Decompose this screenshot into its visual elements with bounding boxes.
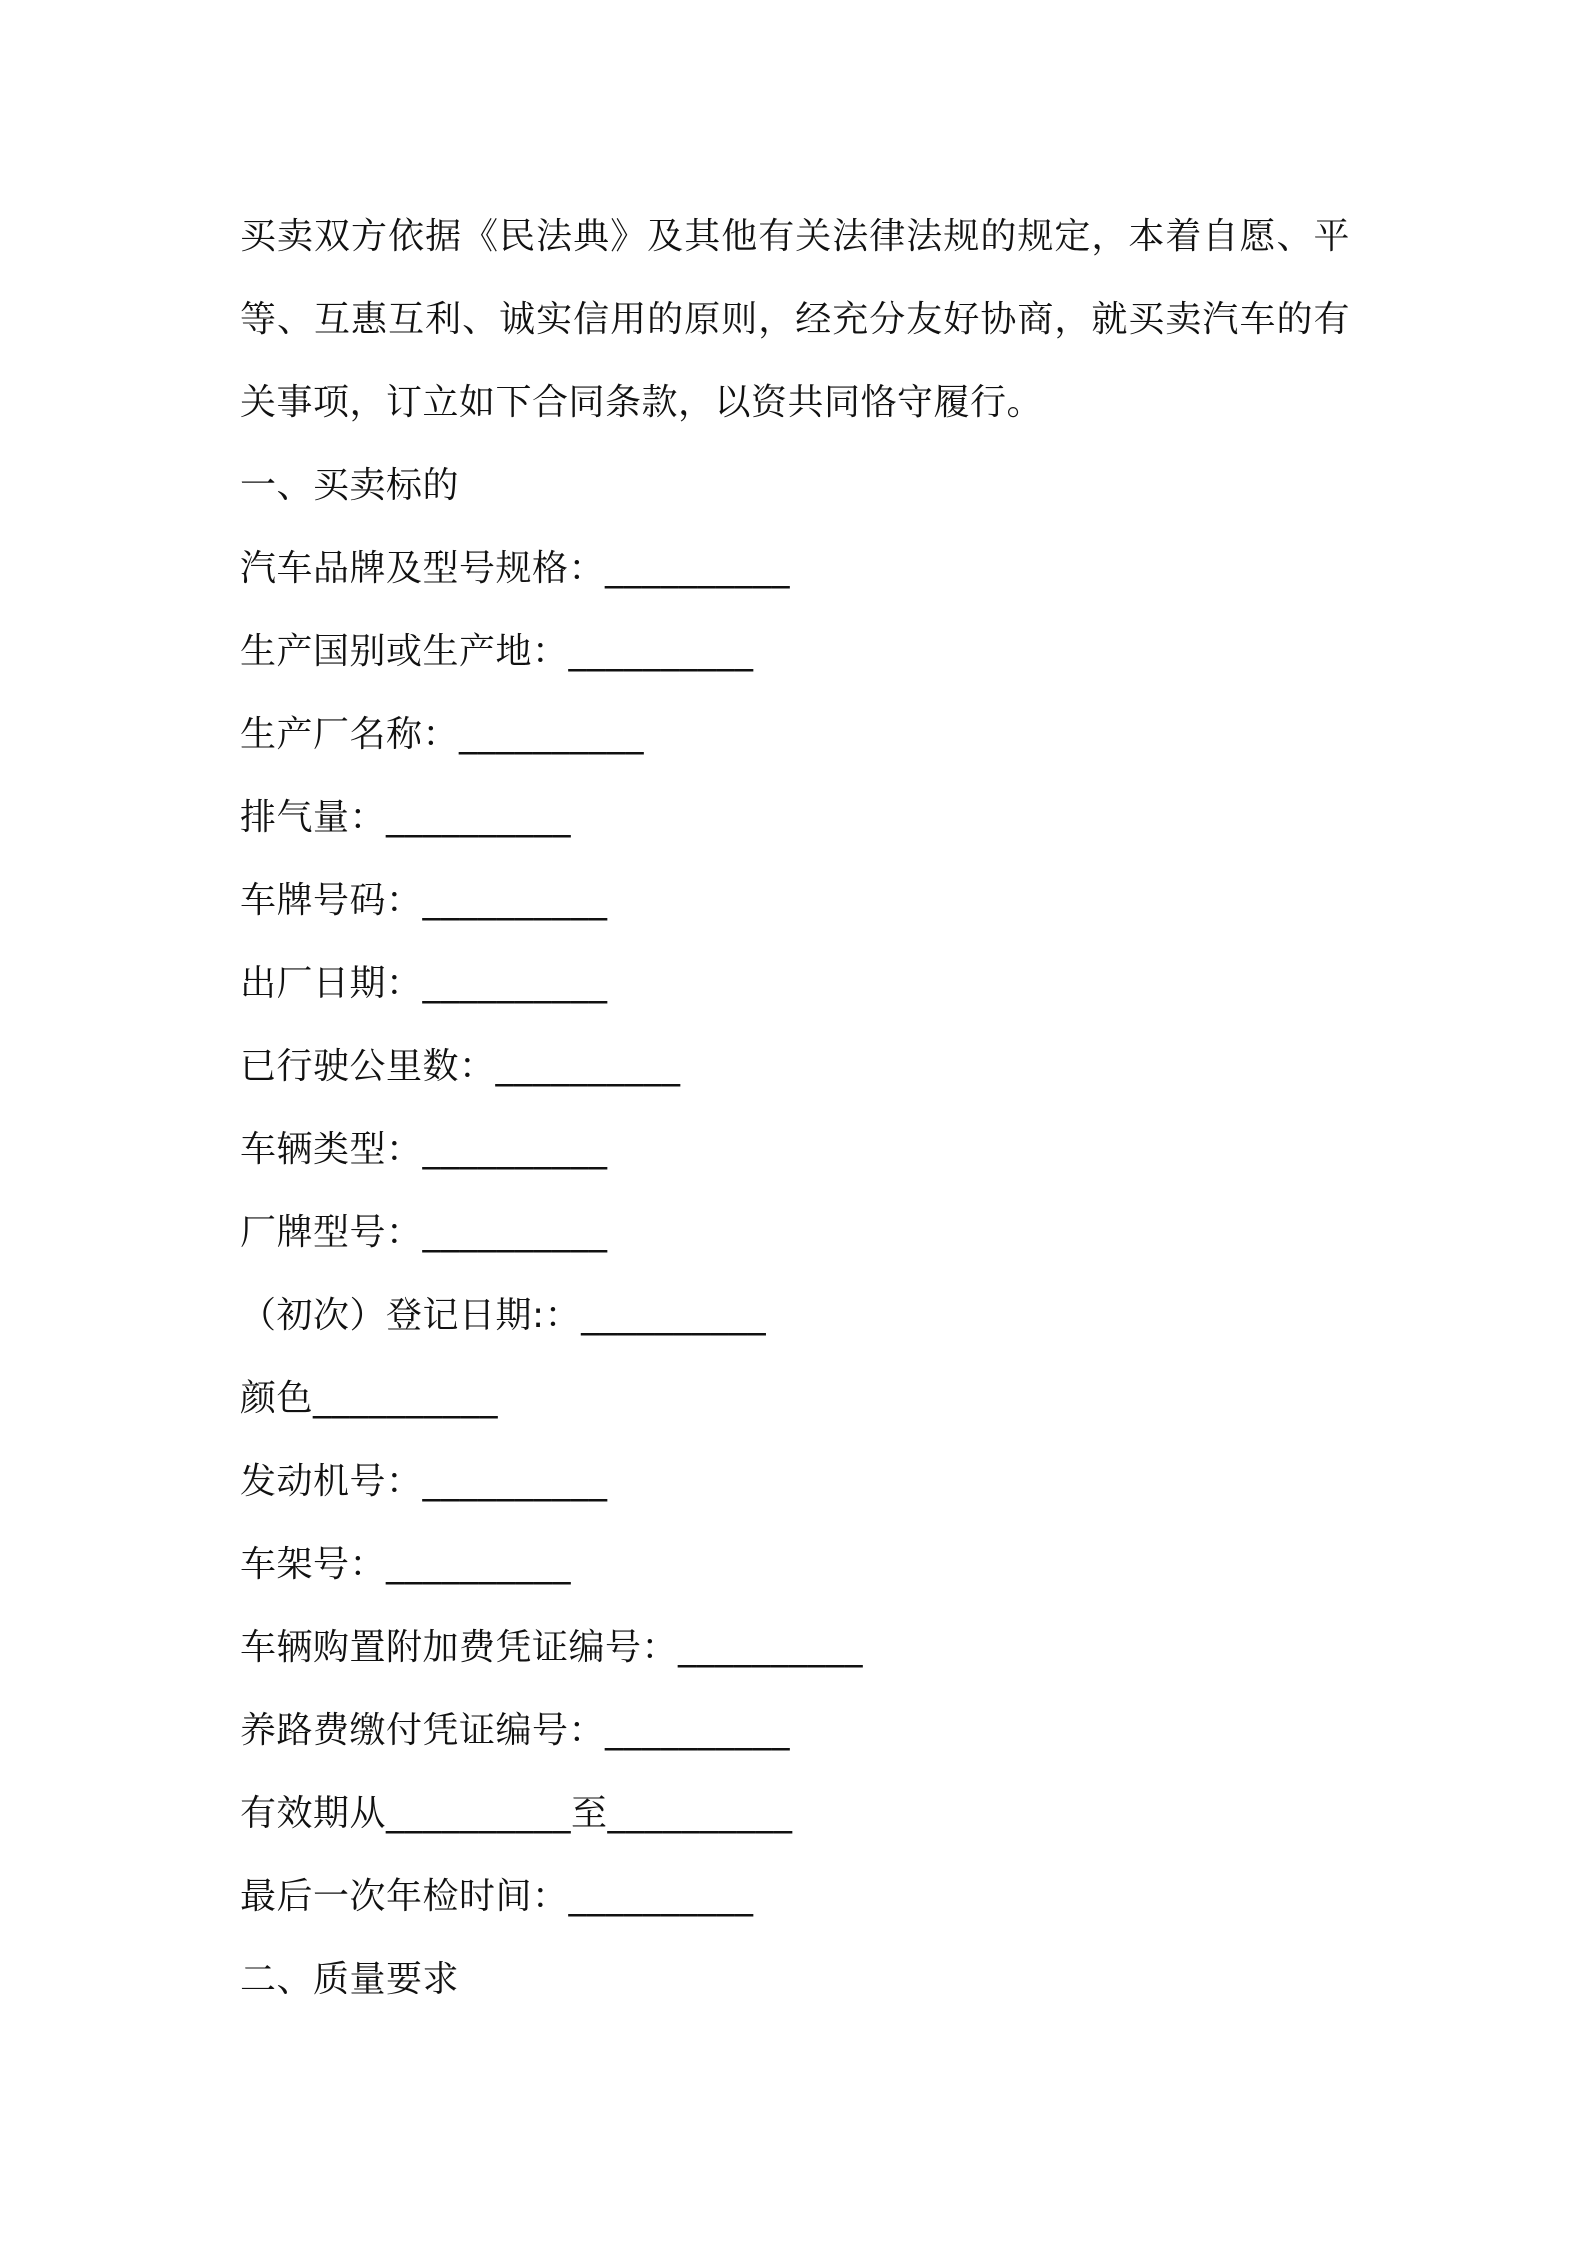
field-purchase-tax-voucher: 车辆购置附加费凭证编号：__________: [240, 1627, 864, 1668]
field-brand-type: 厂牌型号：__________: [240, 1212, 608, 1253]
field-validity-period: 有效期从__________至__________: [240, 1793, 793, 1834]
section-heading-subject: 一、买卖标的: [240, 465, 460, 506]
field-engine-number: 发动机号：__________: [240, 1461, 608, 1502]
field-road-fee-voucher: 养路费缴付凭证编号：__________: [240, 1710, 791, 1751]
field-registration-date: （初次）登记日期:：__________: [240, 1295, 767, 1336]
field-manufacturer: 生产厂名称：__________: [240, 714, 645, 755]
field-last-inspection: 最后一次年检时间：__________: [240, 1876, 754, 1917]
field-displacement: 排气量：__________: [240, 797, 572, 838]
field-origin: 生产国别或生产地：__________: [240, 631, 754, 672]
field-frame-number: 车架号：__________: [240, 1544, 572, 1585]
field-brand-model: 汽车品牌及型号规格：__________: [240, 548, 791, 589]
field-vehicle-type: 车辆类型：__________: [240, 1129, 608, 1170]
field-plate-number: 车牌号码：__________: [240, 880, 608, 921]
field-production-date: 出厂日期：__________: [240, 963, 608, 1004]
contract-body: [240, 195, 1350, 2021]
section-heading-quality: 二、质量要求: [240, 1959, 460, 2000]
field-mileage: 已行驶公里数：__________: [240, 1046, 681, 1087]
field-color: 颜色__________: [240, 1378, 499, 1419]
intro-paragraph: 买卖双方依据《民法典》及其他有关法律法规的规定，本着自愿、平等、互惠互利、诚实信用的原则，经充分友好协商，就买卖汽车的有关事项，订立如下合同条款，以资共同恪守履行。: [240, 216, 1350, 423]
